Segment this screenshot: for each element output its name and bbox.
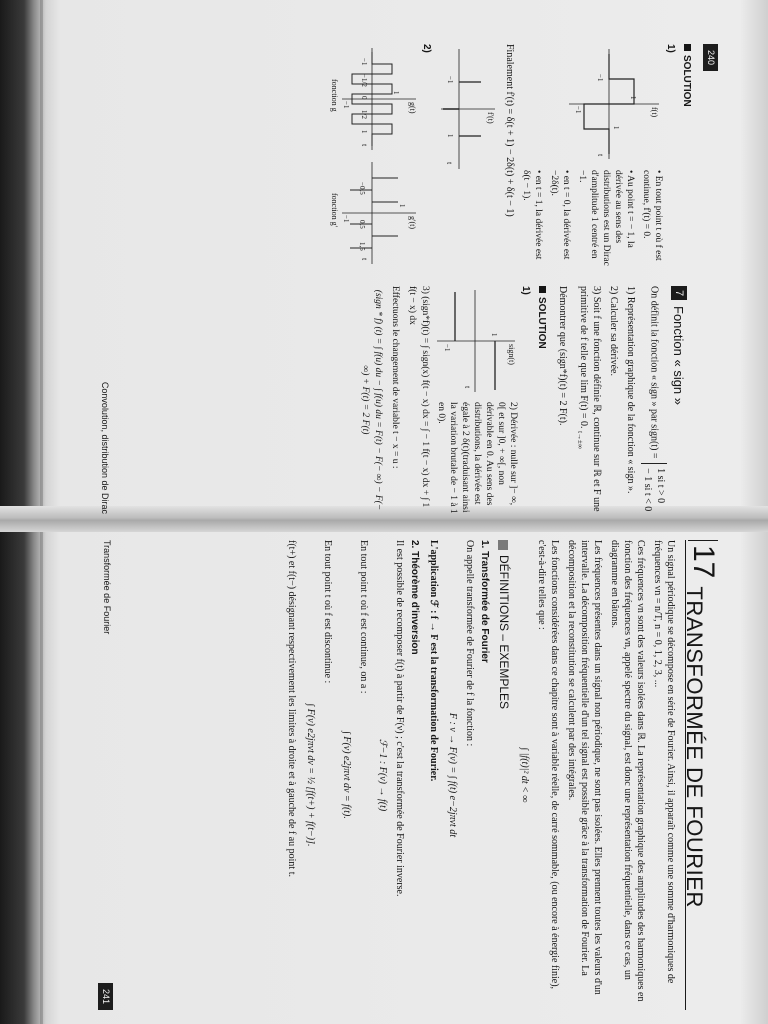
svg-text:−1: −1 <box>360 58 368 66</box>
limit-subscript: t→±∞ <box>576 431 584 449</box>
solution-heading: SOLUTION <box>680 44 693 272</box>
page-241 <box>98 540 718 1010</box>
intro-paragraph-2: Ces fréquences νn sont des valeurs isolées dans ℝ. La représentation graphique des amplitudes des harmoniques en fonction des fréquences νn, appelé spectre du signal, est donc une représentation fréquentielle, dans ce cas, un diagramme en bâtons. <box>609 540 646 1002</box>
square-bullet-icon <box>499 540 509 550</box>
svg-text:t: t <box>445 162 454 165</box>
answer-part-1: 1) <box>520 286 531 295</box>
solution-part-1: 1) <box>665 44 676 53</box>
svg-text:−1: −1 <box>574 106 582 114</box>
svg-text:f'(t): f'(t) <box>486 112 495 124</box>
svg-text:−0,5: −0,5 <box>358 182 366 195</box>
question-1: 1) Représentation graphique de la fonction « sign ». <box>625 286 636 494</box>
exercise-7-column <box>330 286 693 514</box>
svg-text:1: 1 <box>398 204 406 208</box>
section-heading: DÉFINITIONS – EXEMPLES <box>497 540 510 1010</box>
svg-text:1: 1 <box>629 96 637 100</box>
page-number-right: 241 <box>98 983 113 1010</box>
exercise-header <box>671 286 687 514</box>
graph-gprime <box>330 158 420 268</box>
svg-text:0,5: 0,5 <box>358 220 366 229</box>
answer-part-2: 2) Dérivée : nulle sur ]− ∞, 0[ et sur ]0, + ∞[, non dérivable en 0. Au sens des distributions, la dérivée est égale à 2 δ(t)(traduisant ainsi la variation brutale de − 1 à 1 en 0). <box>436 402 518 514</box>
graph-f <box>564 44 664 164</box>
svg-text:−1/2: −1/2 <box>360 74 368 87</box>
svg-text:fonction g': fonction g' <box>330 193 339 228</box>
bullet-1: • En tout point t où f est continue, f'(t) = 0. <box>641 170 663 261</box>
answer-part-3-line-2: Effectuons le changement de variable t − x = u : <box>390 286 400 469</box>
square-bullet-icon <box>684 44 691 51</box>
svg-text:1: 1 <box>446 134 454 138</box>
equation-energy: ∫ |f(t)|² dt < ∞ <box>519 747 530 803</box>
graph-g <box>330 44 420 154</box>
svg-text:0: 0 <box>360 96 368 100</box>
equation-inverse: ∫ F(ν) e2jπνt dν = f(t). <box>341 731 352 819</box>
subsection-2-note: f(t+) et f(t−) désignant respectivement les limites à droite et à gauche de f au point t. <box>286 540 297 877</box>
footer-right-row <box>98 540 113 1010</box>
svg-text:t: t <box>360 258 369 261</box>
subsection-1-application: L'application ℱ : f → F est la transformation de Fourier. <box>428 540 439 782</box>
subsection-1-text: On appelle transformée de Fourier de f la fonction : <box>464 540 475 747</box>
svg-text:−1: −1 <box>443 344 451 352</box>
svg-text:t: t <box>360 144 369 147</box>
running-head-left <box>703 44 718 514</box>
svg-text:−1: −1 <box>596 74 604 82</box>
svg-text:1: 1 <box>392 91 400 95</box>
footer-left: Convolution, distribution de Dirac <box>100 381 110 514</box>
svg-text:1: 1 <box>612 126 620 130</box>
answer-part-3-line-1: 3) (sign*f)(t) = ∫ sign(x) f(t − x) dx = ∫ − 1 f(t − x) dx + ∫ 1 f(t − x) dx <box>407 286 430 508</box>
subsection-1-title: 1. Transformée de Fourier <box>479 540 490 663</box>
question-3: 3) Soit f une fonction définie ℝ, continue sur ℝ et F une primitive de f telle que lim F(t) = 0. $_{t\to\pm\infty}$ <box>576 286 602 512</box>
svg-text:g'(t): g'(t) <box>408 216 417 229</box>
chapter-title: TRANSFORMÉE DE FOURIER <box>682 586 707 908</box>
bullet-3: • en t = 0, la dérivée est −2δ(t). <box>549 170 571 260</box>
footer-right: Transformée de Fourier <box>102 540 112 635</box>
answer-part-3-line-3: (sign * f) (t) = ∫ f(u) du − ∫ f(u) du = F(t) − F(− ∞) − F(− ∞) + F(t) = 2 F(t) <box>360 289 383 511</box>
graph-sign <box>433 286 519 396</box>
chapter-number: 17 <box>688 540 718 578</box>
exercise-title: Fonction « sign » <box>671 306 687 406</box>
question-3-goal: Démontrer que (sign*f)(t) = 2 F(t). <box>557 286 568 426</box>
square-bullet-icon <box>539 286 546 293</box>
svg-text:1: 1 <box>360 130 368 134</box>
definition-case-1: 1 si t > 0 <box>655 468 666 504</box>
subsection-2-continuous: En tout point t où f est continue, on a : <box>358 540 369 694</box>
svg-text:1/2: 1/2 <box>360 110 368 119</box>
equation-inverse-map: ℱ−1 : F(ν) → f(t) <box>377 738 388 812</box>
sign-definition: On définit la fonction « sign » par sign(t) = 1 si t > 0 − 1 si t < 0 <box>642 286 666 512</box>
bullet-2: • Au point t = − 1, la dérivée au sens des distributions est un Dirac d'amplitude 1 centré en −1. <box>577 170 635 266</box>
solution-part-2: 2) <box>421 44 432 53</box>
graph-fprime <box>437 44 499 174</box>
svg-text:g(t): g(t) <box>408 102 417 114</box>
solution-heading-2: SOLUTION <box>535 286 548 514</box>
derivative-result: Finalement f'(t) = δ(t + 1) − 2δ(t) + δ(t − 1) <box>504 44 515 217</box>
svg-text:fonction g: fonction g <box>330 79 339 112</box>
subsection-2-text: Il est possible de recomposer f(t) à partir de F(ν) ; c'est la transformée de Fourier inverse. <box>394 540 405 897</box>
svg-text:t: t <box>596 154 605 157</box>
subsection-2-discontinuous: En tout point t où f est discontinue : <box>322 540 333 684</box>
subsection-2-title: 2. Théorème d'inversion <box>409 540 420 655</box>
svg-text:1: 1 <box>490 333 498 337</box>
svg-text:−1: −1 <box>342 215 350 223</box>
intro-paragraph-1: Un signal périodique se décompose en série de Fourier. Ainsi, il apparaît comme une somme d'harmoniques de fréquences νn = n/T, n = 0, 1, 2, 3, ... <box>652 540 676 984</box>
question-2: 2) Calculer sa dérivée. <box>608 286 619 376</box>
svg-text:sign(t): sign(t) <box>507 344 516 365</box>
chapter-header <box>682 540 720 1010</box>
equation-discontinuous: ∫ F(ν) e2jπνt dν = ½ [f(t+) + f(t−)]. <box>305 703 316 847</box>
page-number-left: 240 <box>703 44 718 71</box>
svg-text:1,5: 1,5 <box>358 242 366 251</box>
exercise-number: 7 <box>671 286 687 300</box>
equation-fourier: F : ν → F(ν) = ∫ f(t) e−2jπνt dt <box>447 712 458 838</box>
bullet-4: • en t = 1, la dérivée est δ(t − 1). <box>521 170 543 260</box>
intro-paragraph-3: Les fréquences présentes dans un signal non périodique, ne sont pas isolées. Elles prennent toutes les valeurs d'un intervalle. La décomposition fréquentielle d'un tel signal est possible grâce à la transformation de Fourier. La décomposition et la reconstitution se calculent par des intégrales. <box>566 540 603 995</box>
svg-text:t: t <box>463 386 472 389</box>
page-240 <box>98 44 718 514</box>
svg-text:−1: −1 <box>446 76 454 84</box>
definition-case-2: − 1 si t < 0 <box>642 468 653 512</box>
svg-text:−1: −1 <box>342 101 350 109</box>
solution-previous-column <box>330 44 693 272</box>
intro-paragraph-4: Les fonctions considérées dans ce chapitre sont à variable réelle, de carré sommable, (ou encore à énergie finie), c'est-à-dire telles que : <box>536 540 560 990</box>
svg-text:f(t): f(t) <box>650 107 659 118</box>
